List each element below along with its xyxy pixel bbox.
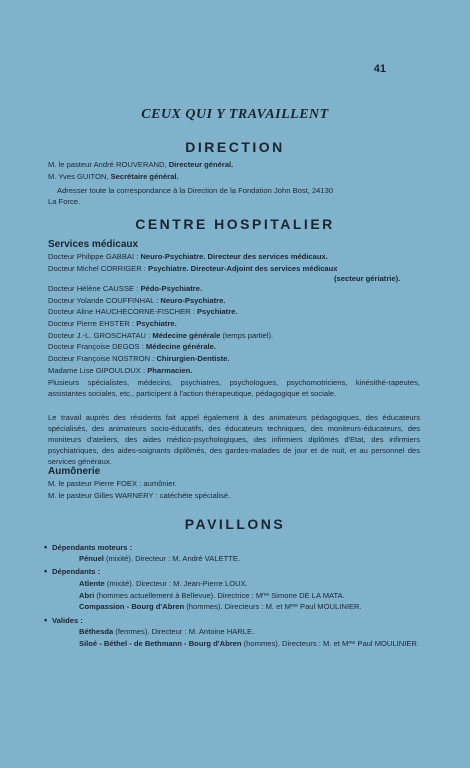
services-heading: Services médicaux	[48, 239, 139, 250]
direction-note-1: Adresser toute la correspondance à la Direction de la Fondation John Bost, 24130	[57, 186, 334, 195]
group-dependants-moteurs: • Dépendants moteurs :	[52, 543, 132, 552]
direction-line-2: M. Yves GUITON, Secrétaire général.	[48, 172, 179, 181]
pavillon-line: Compassion - Bourg d'Abren (hommes). Directeurs : M. et $M^{me}$ Paul MOULINIER.	[79, 602, 362, 611]
group-valides: • Valides :	[52, 616, 83, 625]
page-title: CEUX QUI Y TRAVAILLENT	[141, 107, 329, 122]
staff-row: Docteur Pierre EHSTER : Psychiatre.	[48, 319, 177, 328]
pavillon-line: Siloé - Béthel - de Bethmann - Bourg d'Abren (hommes). Directeurs : M. et $M^{me}$ Paul MOULINIER.	[79, 639, 420, 648]
direction-note-2: La Force.	[48, 197, 81, 206]
direction-line-1: M. le pasteur André ROUVERAND, Directeur général.	[48, 160, 234, 169]
staff-row: Docteur Françoise NOSTRON : Chirurgien-Dentiste.	[48, 354, 230, 363]
staff-row: Docteur Aline HAUCHECORNE-FISCHER : Psychiatre.	[48, 307, 238, 316]
staff-row: Docteur Michel CORRIGER : Psychiatre. Directeur-Adjoint des services médicaux	[48, 264, 338, 273]
staff-row: Docteur Françoise DEGOS : Médecine générale.	[48, 342, 216, 351]
pavillon-line: Pénuel (mixité). Directeur : M. André VALETTE.	[79, 554, 241, 563]
chaplain-line-2: M. le pasteur Gilles WARNERY : catéchète spécialisé.	[48, 491, 231, 500]
pavillon-line: Abri (hommes actuellement à Bellevue). Directrice : $M^{me}$ Simone DE LA MATA.	[79, 591, 345, 600]
staff-row: Docteur Philippe GABBAI : Neuro-Psychiatre. Directeur des services médicaux.	[48, 252, 328, 261]
pavillon-line: Atlente (mixité). Directeur : M. Jean-Pierre LOUX.	[79, 579, 248, 588]
page-number: 41	[373, 63, 386, 75]
staff-row: Docteur Yolande COUFFINHAL : Neuro-Psychiatre.	[48, 296, 226, 305]
pavillon-line: Béthesda (femmes). Directeur : M. Antoine HARLE.	[79, 627, 255, 636]
staff-row: Madame Lise GIPOULOUX : Pharmacien.	[48, 366, 193, 375]
chaplain-line-1: M. le pasteur Pierre FOEX : aumônier.	[48, 479, 177, 488]
staff-paragraph: Le travail auprès des résidents fait appel également à des animateurs pédagogiques, des éducateurs spécialisés, des animateurs socio-éducatifs, des éducateurs techniques, des moniteurs-éducateurs, des moniteurs d'ateliers, des aides médico-psychologiques, des infirmiers diplômés d'Etat, des infirmiers psychiatriques, des aides-soignants diplômés, des gardes-malades de jour et de nuit, et au personnel des services généraux.	[48, 413, 420, 466]
specialists-paragraph: Plusieurs spécialistes, médecins, psychiatres, psychologues, psychomotriciens, kinésithé-rapeutes, assistantes sociales, etc., participent à l'action thérapeutique, pédagogique et sociale.	[48, 378, 420, 398]
pavillons-heading: PAVILLONS	[184, 516, 286, 532]
staff-row: Docteur J.-L. GROSCHATAU : Médecine générale (temps partiel).	[48, 331, 274, 340]
staff-row-continuation: (secteur gériatrie).	[334, 274, 401, 283]
hospital-heading: CENTRE HOSPITALIER	[135, 216, 335, 232]
chaplaincy-heading: Aumônerie	[48, 466, 101, 477]
direction-heading: DIRECTION	[185, 139, 285, 155]
group-dependants: • Dépendants :	[52, 567, 100, 576]
staff-row: Docteur Hélène CAUSSE : Pédo-Psychiatre.	[48, 284, 203, 293]
